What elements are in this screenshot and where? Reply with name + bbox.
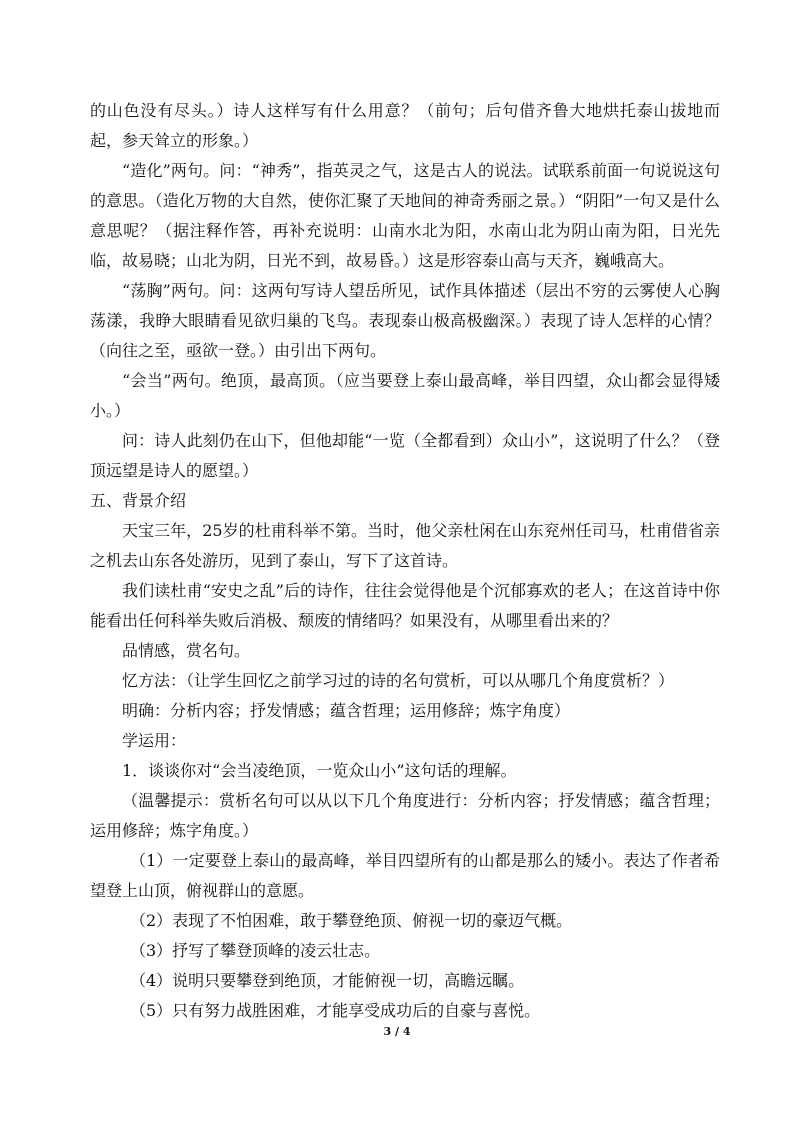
paragraph-exercise-1: 1．谈谈你对“会当凌绝顶，一览众山小”这句话的理解。 (122, 761, 517, 780)
answer-item-1: （1）一定要登上泰山的最高峰，举目四望所有的山都是那么的矮小。表达了作者希望登上山顶，俯视群山的意愿。 (90, 851, 720, 900)
paragraph-anshi: 我们读杜甫“安史之乱”后的诗作，往往会觉得他是个沉郁寡欢的老人；在这首诗中你能看出任何科举失败后消极、颓废的情绪吗？如果没有，从哪里看出来的？ (90, 581, 720, 630)
document-body (90, 96, 720, 1026)
section-heading-background: 五、背景介绍 (90, 491, 187, 510)
paragraph-huidang: “会当”两句。绝顶，最高顶。（应当要登上泰山最高峰，举目四望，众山都会显得矮小。） (90, 371, 720, 420)
paragraph-pinqinggan: 品情感，赏名句。 (122, 641, 251, 660)
paragraph-background: 天宝三年，25岁的杜甫科举不第。当时，他父亲杜闲在山东兖州任司马，杜甫借省亲之机去山东各处游历，见到了泰山，写下了这首诗。 (90, 521, 720, 570)
paragraph-continuation: 的山色没有尽头。）诗人这样写有什么用意？（前句；后句借齐鲁大地烘托泰山拔地而起，参天耸立的形象。） (90, 101, 720, 150)
paragraph-hint: （温馨提示：赏析名句可以从以下几个角度进行：分析内容；抒发情感；蕴含哲理；运用修辞；炼字角度。） (90, 791, 720, 840)
page-number: 3 / 4 (383, 1025, 411, 1038)
paragraph-question: 问：诗人此刻仍在山下，但他却能“一览（全都看到）众山小”，这说明了什么？（登顶远望是诗人的愿望。） (90, 431, 720, 480)
paragraph-xueyunyong: 学运用： (122, 731, 187, 750)
answer-item-5: （5）只有努力战胜困难，才能享受成功后的自豪与喜悦。 (130, 1001, 541, 1020)
answer-item-2: （2）表现了不怕困难，敢于攀登绝顶、俯视一切的豪迈气概。 (130, 911, 573, 930)
paragraph-mingque: 明确：分析内容；抒发情感；蕴含哲理；运用修辞；炼字角度） (122, 701, 571, 720)
answer-item-3: （3）抒写了攀登顶峰的凌云壮志。 (130, 941, 381, 960)
paragraph-dangxiong: “荡胸”两句。问：这两句写诗人望岳所见，试作具体描述（层出不穷的云雾使人心胸荡漾，我睁大眼睛看见欲归巢的飞鸟。表现泰山极高极幽深。）表现了诗人怎样的心情？（向往之至，亟欲一登。）由引出下两句。 (90, 281, 720, 360)
paragraph-zaohua: “造化”两句。问：“神秀”，指英灵之气，这是古人的说法。试联系前面一句说说这句的意思。（造化万物的大自然，使你汇聚了天地间的神奇秀丽之景。）“阴阳”一句又是什么意思呢？（据注释作答，再补充说明：山南水北为阳，水南山北为阴山南为阳，日光先临，故易晓；山北为阴，日光不到，故易昏。）这是形容泰山高与天齐，巍峨高大。 (90, 161, 720, 270)
answer-item-4: （4）说明只要攀登到绝顶，才能俯视一切，高瞻远瞩。 (130, 971, 525, 990)
paragraph-yifangfa: 忆方法：（让学生回忆之前学习过的诗的名句赏析，可以从哪几个角度赏析？） (122, 671, 675, 690)
